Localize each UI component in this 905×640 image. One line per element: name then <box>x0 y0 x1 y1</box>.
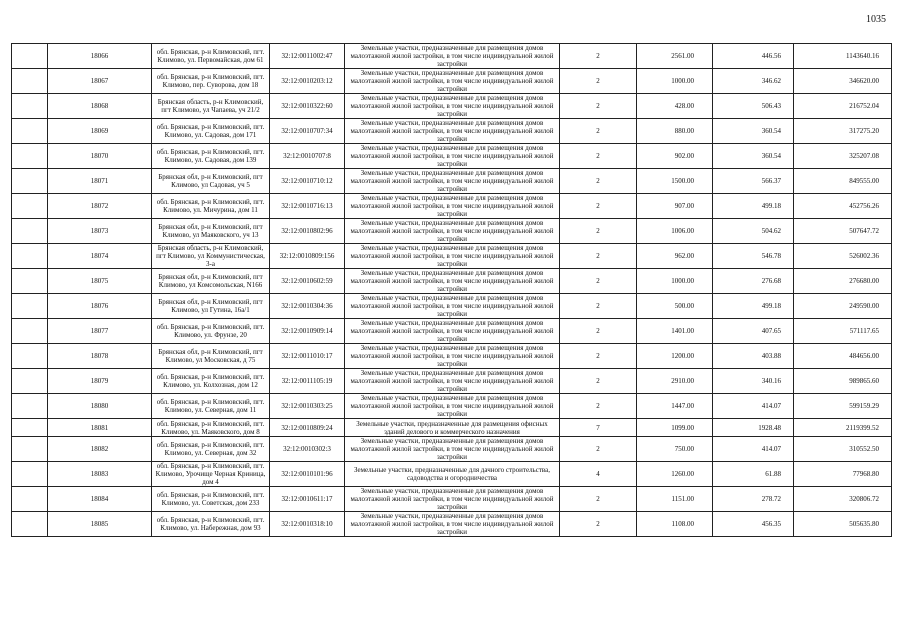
group-code-cell: 2 <box>560 294 637 319</box>
row-number-cell: 18077 <box>48 319 152 344</box>
table-row <box>12 69 892 94</box>
cadastral-value-cell: 599159.29 <box>794 394 892 419</box>
blank-cell <box>12 319 48 344</box>
cadastral-value-cell: 505635.80 <box>794 512 892 537</box>
area-cell: 2910.00 <box>637 369 713 394</box>
address-cell: обл. Брянская, р-н Климовский, пгт. Климово, ул. Набережная, дом 93 <box>152 512 270 537</box>
cadastral-value-cell: 276680.00 <box>794 269 892 294</box>
cadastral-number-cell: 32:12:0010710:12 <box>270 169 345 194</box>
cadastral-number-cell: 32:12:0010707:34 <box>270 119 345 144</box>
land-use-cell: Земельные участки, предназначенные для размещения домов малоэтажной жилой застройки, в том числе индивидуальной жилой застройки <box>345 219 560 244</box>
cadastral-number-cell: 32:12:0010802:96 <box>270 219 345 244</box>
group-code-cell: 2 <box>560 194 637 219</box>
specific-value-cell: 446.56 <box>713 44 794 69</box>
address-cell: обл. Брянская, р-н Климовский, пгт. Климово, ул. Садовая, дом 171 <box>152 119 270 144</box>
blank-cell <box>12 144 48 169</box>
address-cell: Брянская обл, р-н Климовский, пгт Климово, ул Комсомольская, N166 <box>152 269 270 294</box>
address-cell: обл. Брянская, р-н Климовский, пгт. Климово, пер. Суворова, дом 18 <box>152 69 270 94</box>
table-row <box>12 394 892 419</box>
group-code-cell: 2 <box>560 44 637 69</box>
land-use-cell: Земельные участки, предназначенные для размещения домов малоэтажной жилой застройки, в том числе индивидуальной жилой застройки <box>345 512 560 537</box>
table-row <box>12 144 892 169</box>
land-use-cell: Земельные участки, предназначенные для размещения домов малоэтажной жилой застройки, в том числе индивидуальной жилой застройки <box>345 269 560 294</box>
table-row <box>12 319 892 344</box>
blank-cell <box>12 344 48 369</box>
specific-value-cell: 414.07 <box>713 437 794 462</box>
group-code-cell: 2 <box>560 512 637 537</box>
cadastral-value-cell: 77968.80 <box>794 462 892 487</box>
address-cell: Брянская обл, р-н Климовский, пгт Климово, ул Маяковского, уч 13 <box>152 219 270 244</box>
cadastral-number-cell: 32:12:0010302:3 <box>270 437 345 462</box>
address-cell: Брянская область, р-н Климовский, пгт Климово, ул Чапаева, уч 21/2 <box>152 94 270 119</box>
land-use-cell: Земельные участки, предназначенные для размещения домов малоэтажной жилой застройки, в том числе индивидуальной жилой застройки <box>345 194 560 219</box>
row-number-cell: 18067 <box>48 69 152 94</box>
address-cell: обл. Брянская, р-н Климовский, пгт. Климово, ул. Садовая, дом 139 <box>152 144 270 169</box>
specific-value-cell: 504.62 <box>713 219 794 244</box>
area-cell: 1108.00 <box>637 512 713 537</box>
group-code-cell: 2 <box>560 269 637 294</box>
row-number-cell: 18074 <box>48 244 152 269</box>
area-cell: 750.00 <box>637 437 713 462</box>
group-code-cell: 2 <box>560 144 637 169</box>
group-code-cell: 2 <box>560 119 637 144</box>
address-cell: обл. Брянская, р-н Климовский, пгт. Климово, ул. Северная, дом 11 <box>152 394 270 419</box>
cadastral-number-cell: 32:12:0010809:156 <box>270 244 345 269</box>
row-number-cell: 18073 <box>48 219 152 244</box>
specific-value-cell: 340.16 <box>713 369 794 394</box>
blank-cell <box>12 69 48 94</box>
cadastral-number-cell: 32:12:0010303:25 <box>270 394 345 419</box>
blank-cell <box>12 119 48 144</box>
group-code-cell: 2 <box>560 69 637 94</box>
table-row <box>12 219 892 244</box>
land-plots-table <box>11 43 892 537</box>
blank-cell <box>12 369 48 394</box>
land-use-cell: Земельные участки, предназначенные для размещения домов малоэтажной жилой застройки, в том числе индивидуальной жилой застройки <box>345 344 560 369</box>
specific-value-cell: 403.88 <box>713 344 794 369</box>
specific-value-cell: 276.68 <box>713 269 794 294</box>
cadastral-value-cell: 571117.65 <box>794 319 892 344</box>
blank-cell <box>12 269 48 294</box>
table-row <box>12 269 892 294</box>
table-row <box>12 194 892 219</box>
row-number-cell: 18078 <box>48 344 152 369</box>
cadastral-value-cell: 325207.08 <box>794 144 892 169</box>
blank-cell <box>12 194 48 219</box>
blank-cell <box>12 394 48 419</box>
page-number: 1035 <box>866 14 886 25</box>
cadastral-value-cell: 1143640.16 <box>794 44 892 69</box>
row-number-cell: 18071 <box>48 169 152 194</box>
specific-value-cell: 360.54 <box>713 144 794 169</box>
address-cell: обл. Брянская, р-н Климовский, пгт. Климово, ул. Мичурина, дом 11 <box>152 194 270 219</box>
specific-value-cell: 346.62 <box>713 69 794 94</box>
blank-cell <box>12 487 48 512</box>
land-use-cell: Земельные участки, предназначенные для размещения домов малоэтажной жилой застройки, в том числе индивидуальной жилой застройки <box>345 319 560 344</box>
row-number-cell: 18080 <box>48 394 152 419</box>
group-code-cell: 7 <box>560 419 637 437</box>
area-cell: 2561.00 <box>637 44 713 69</box>
specific-value-cell: 360.54 <box>713 119 794 144</box>
area-cell: 1200.00 <box>637 344 713 369</box>
table-row <box>12 419 892 437</box>
table-row <box>12 44 892 69</box>
blank-cell <box>12 294 48 319</box>
group-code-cell: 2 <box>560 394 637 419</box>
row-number-cell: 18085 <box>48 512 152 537</box>
group-code-cell: 2 <box>560 344 637 369</box>
cadastral-value-cell: 346620.00 <box>794 69 892 94</box>
group-code-cell: 2 <box>560 319 637 344</box>
row-number-cell: 18082 <box>48 437 152 462</box>
cadastral-number-cell: 32:12:0010809:24 <box>270 419 345 437</box>
specific-value-cell: 407.65 <box>713 319 794 344</box>
land-use-cell: Земельные участки, предназначенные для размещения домов малоэтажной жилой застройки, в том числе индивидуальной жилой застройки <box>345 144 560 169</box>
land-use-cell: Земельные участки, предназначенные для размещения домов малоэтажной жилой застройки, в том числе индивидуальной жилой застройки <box>345 244 560 269</box>
row-number-cell: 18083 <box>48 462 152 487</box>
table-row <box>12 119 892 144</box>
cadastral-value-cell: 249590.00 <box>794 294 892 319</box>
blank-cell <box>12 169 48 194</box>
table-row <box>12 512 892 537</box>
cadastral-number-cell: 32:12:0010707:8 <box>270 144 345 169</box>
area-cell: 907.00 <box>637 194 713 219</box>
specific-value-cell: 456.35 <box>713 512 794 537</box>
table-row <box>12 344 892 369</box>
cadastral-value-cell: 2119399.52 <box>794 419 892 437</box>
group-code-cell: 2 <box>560 437 637 462</box>
area-cell: 902.00 <box>637 144 713 169</box>
cadastral-number-cell: 32:12:0011105:19 <box>270 369 345 394</box>
table-row <box>12 437 892 462</box>
group-code-cell: 2 <box>560 169 637 194</box>
land-use-cell: Земельные участки, предназначенные для размещения домов малоэтажной жилой застройки, в том числе индивидуальной жилой застройки <box>345 437 560 462</box>
blank-cell <box>12 244 48 269</box>
specific-value-cell: 1928.48 <box>713 419 794 437</box>
cadastral-value-cell: 507647.72 <box>794 219 892 244</box>
cadastral-number-cell: 32:12:0010909:14 <box>270 319 345 344</box>
cadastral-value-cell: 320806.72 <box>794 487 892 512</box>
specific-value-cell: 546.78 <box>713 244 794 269</box>
blank-cell <box>12 512 48 537</box>
area-cell: 1447.00 <box>637 394 713 419</box>
address-cell: обл. Брянская, р-н Климовский, пгт. Климово, ул. Маяковского, дом 8 <box>152 419 270 437</box>
cadastral-value-cell: 989865.60 <box>794 369 892 394</box>
blank-cell <box>12 419 48 437</box>
address-cell: Брянская область, р-н Климовский, пгт Климово, ул Коммунистическая, 3-а <box>152 244 270 269</box>
row-number-cell: 18070 <box>48 144 152 169</box>
group-code-cell: 4 <box>560 462 637 487</box>
row-number-cell: 18079 <box>48 369 152 394</box>
table-row <box>12 244 892 269</box>
land-use-cell: Земельные участки, предназначенные для размещения домов малоэтажной жилой застройки, в том числе индивидуальной жилой застройки <box>345 169 560 194</box>
cadastral-number-cell: 32:12:0010716:13 <box>270 194 345 219</box>
address-cell: Брянская обл, р-н Климовский, пгт Климово, ул Садовая, уч 5 <box>152 169 270 194</box>
land-use-cell: Земельные участки, предназначенные для дачного строительства, садоводства и огородничества <box>345 462 560 487</box>
row-number-cell: 18084 <box>48 487 152 512</box>
cadastral-number-cell: 32:12:0010101:96 <box>270 462 345 487</box>
area-cell: 428.00 <box>637 94 713 119</box>
specific-value-cell: 499.18 <box>713 194 794 219</box>
land-use-cell: Земельные участки, предназначенные для размещения домов малоэтажной жилой застройки, в том числе индивидуальной жилой застройки <box>345 119 560 144</box>
row-number-cell: 18066 <box>48 44 152 69</box>
specific-value-cell: 278.72 <box>713 487 794 512</box>
area-cell: 1000.00 <box>637 69 713 94</box>
area-cell: 880.00 <box>637 119 713 144</box>
group-code-cell: 2 <box>560 487 637 512</box>
address-cell: Брянская обл, р-н Климовский, пгт Климово, ул Московская, д 75 <box>152 344 270 369</box>
group-code-cell: 2 <box>560 219 637 244</box>
area-cell: 1000.00 <box>637 269 713 294</box>
land-use-cell: Земельные участки, предназначенные для размещения домов малоэтажной жилой застройки, в том числе индивидуальной жилой застройки <box>345 294 560 319</box>
table-row <box>12 294 892 319</box>
row-number-cell: 18069 <box>48 119 152 144</box>
row-number-cell: 18075 <box>48 269 152 294</box>
blank-cell <box>12 94 48 119</box>
cadastral-number-cell: 32:12:0010322:60 <box>270 94 345 119</box>
cadastral-value-cell: 216752.04 <box>794 94 892 119</box>
land-use-cell: Земельные участки, предназначенные для размещения домов малоэтажной жилой застройки, в том числе индивидуальной жилой застройки <box>345 69 560 94</box>
table-row <box>12 487 892 512</box>
address-cell: Брянская обл, р-н Климовский, пгт Климово, ул Гутина, 16а/1 <box>152 294 270 319</box>
address-cell: обл. Брянская, р-н Климовский, пгт. Климово, ул. Фрунзе, 20 <box>152 319 270 344</box>
cadastral-number-cell: 32:12:0011002:47 <box>270 44 345 69</box>
area-cell: 1151.00 <box>637 487 713 512</box>
specific-value-cell: 566.37 <box>713 169 794 194</box>
group-code-cell: 2 <box>560 244 637 269</box>
cadastral-number-cell: 32:12:0010602:59 <box>270 269 345 294</box>
land-use-cell: Земельные участки, предназначенные для размещения офисных зданий делового и коммерческого назначения <box>345 419 560 437</box>
land-use-cell: Земельные участки, предназначенные для размещения домов малоэтажной жилой застройки, в том числе индивидуальной жилой застройки <box>345 394 560 419</box>
address-cell: обл. Брянская, р-н Климовский, пгт. Климово, Урочище Черная Криница, дом 4 <box>152 462 270 487</box>
table-row <box>12 462 892 487</box>
specific-value-cell: 506.43 <box>713 94 794 119</box>
row-number-cell: 18081 <box>48 419 152 437</box>
area-cell: 1500.00 <box>637 169 713 194</box>
cadastral-number-cell: 32:12:0010318:10 <box>270 512 345 537</box>
cadastral-value-cell: 317275.20 <box>794 119 892 144</box>
area-cell: 1099.00 <box>637 419 713 437</box>
table-row <box>12 369 892 394</box>
table-row <box>12 94 892 119</box>
area-cell: 1260.00 <box>637 462 713 487</box>
area-cell: 1401.00 <box>637 319 713 344</box>
land-use-cell: Земельные участки, предназначенные для размещения домов малоэтажной жилой застройки, в том числе индивидуальной жилой застройки <box>345 369 560 394</box>
row-number-cell: 18072 <box>48 194 152 219</box>
table-row <box>12 169 892 194</box>
specific-value-cell: 414.07 <box>713 394 794 419</box>
blank-cell <box>12 44 48 69</box>
cadastral-value-cell: 849555.00 <box>794 169 892 194</box>
address-cell: обл. Брянская, р-н Климовский, пгт. Климово, ул. Первомайская, дом 61 <box>152 44 270 69</box>
table-body <box>12 44 892 537</box>
land-use-cell: Земельные участки, предназначенные для размещения домов малоэтажной жилой застройки, в том числе индивидуальной жилой застройки <box>345 487 560 512</box>
row-number-cell: 18068 <box>48 94 152 119</box>
land-use-cell: Земельные участки, предназначенные для размещения домов малоэтажной жилой застройки, в том числе индивидуальной жилой застройки <box>345 44 560 69</box>
row-number-cell: 18076 <box>48 294 152 319</box>
cadastral-number-cell: 32:12:0010611:17 <box>270 487 345 512</box>
area-cell: 500.00 <box>637 294 713 319</box>
blank-cell <box>12 219 48 244</box>
blank-cell <box>12 437 48 462</box>
specific-value-cell: 499.18 <box>713 294 794 319</box>
address-cell: обл. Брянская, р-н Климовский, пгт. Климово, ул. Северная, дом 32 <box>152 437 270 462</box>
address-cell: обл. Брянская, р-н Климовский, пгт. Климово, ул. Колхозная, дом 12 <box>152 369 270 394</box>
area-cell: 962.00 <box>637 244 713 269</box>
cadastral-number-cell: 32:12:0010304:36 <box>270 294 345 319</box>
cadastral-value-cell: 310552.50 <box>794 437 892 462</box>
cadastral-value-cell: 526002.36 <box>794 244 892 269</box>
group-code-cell: 2 <box>560 94 637 119</box>
blank-cell <box>12 462 48 487</box>
cadastral-number-cell: 32:12:0011010:17 <box>270 344 345 369</box>
land-use-cell: Земельные участки, предназначенные для размещения домов малоэтажной жилой застройки, в том числе индивидуальной жилой застройки <box>345 94 560 119</box>
cadastral-value-cell: 484656.00 <box>794 344 892 369</box>
address-cell: обл. Брянская, р-н Климовский, пгт. Климово, ул. Советская, дом 233 <box>152 487 270 512</box>
group-code-cell: 2 <box>560 369 637 394</box>
cadastral-number-cell: 32:12:0010203:12 <box>270 69 345 94</box>
specific-value-cell: 61.88 <box>713 462 794 487</box>
area-cell: 1006.00 <box>637 219 713 244</box>
cadastral-value-cell: 452756.26 <box>794 194 892 219</box>
